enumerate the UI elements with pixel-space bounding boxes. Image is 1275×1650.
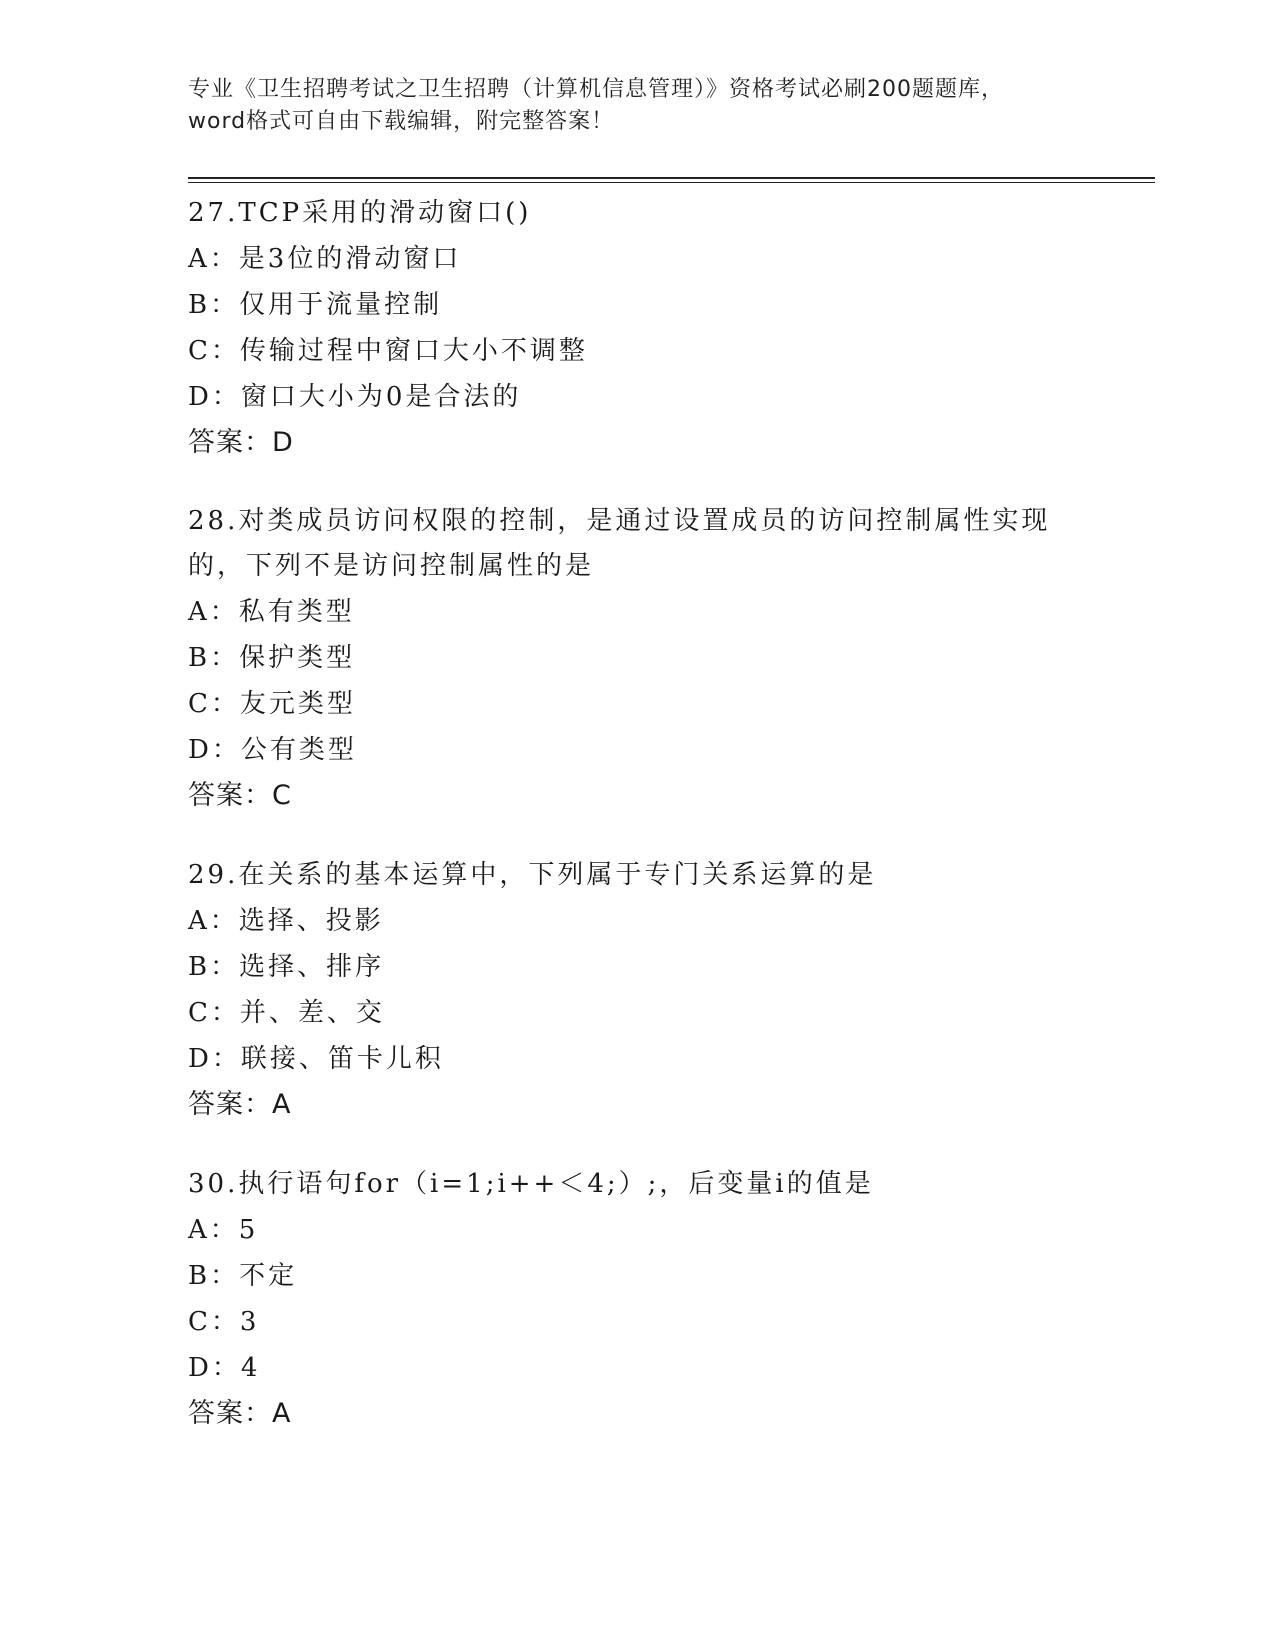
option-c: C：友元类型 — [188, 689, 356, 719]
option-a: A：私有类型 — [188, 597, 355, 627]
answer-line: 答案：C — [188, 780, 292, 811]
option-c: C：并、差、交 — [188, 998, 385, 1028]
question-stem: 29.在关系的基本运算中，下列属于专门关系运算的是 — [188, 860, 877, 890]
question-stem: 30.执行语句for（i=1;i++＜4;）;，后变量i的值是 — [188, 1169, 874, 1199]
header-line-2: word格式可自由下载编辑，附完整答案！ — [188, 109, 615, 134]
option-a: A：选择、投影 — [188, 906, 384, 936]
question-28 — [188, 499, 1108, 819]
question-27 — [188, 190, 1108, 466]
question-30 — [188, 1161, 1108, 1437]
question-29 — [188, 852, 1108, 1128]
header-divider-thick — [188, 177, 1155, 179]
option-d: D：窗口大小为0是合法的 — [188, 382, 522, 412]
option-a: A：5 — [188, 1215, 259, 1245]
header-line-1: 专业《卫生招聘考试之卫生招聘（计算机信息管理）》资格考试必刷200题题库， — [188, 77, 1004, 102]
option-d: D：4 — [188, 1353, 261, 1383]
option-c: C：传输过程中窗口大小不调整 — [188, 336, 588, 366]
option-b: B：保护类型 — [188, 643, 356, 673]
option-d: D：公有类型 — [188, 735, 357, 765]
option-b: B：仅用于流量控制 — [188, 290, 443, 320]
option-c: C：3 — [188, 1307, 260, 1337]
answer-line: 答案：A — [188, 1089, 292, 1120]
answer-line: 答案：A — [188, 1398, 292, 1429]
option-b: B：不定 — [188, 1261, 298, 1291]
option-b: B：选择、排序 — [188, 952, 385, 982]
option-d: D：联接、笛卡儿积 — [188, 1044, 444, 1074]
header-divider-thin — [188, 182, 1155, 183]
option-a: A：是3位的滑动窗口 — [188, 244, 462, 274]
document-header — [188, 74, 1088, 138]
question-list — [188, 190, 1108, 1470]
answer-line: 答案：D — [188, 427, 294, 458]
question-stem: 28.对类成员访问权限的控制，是通过设置成员的访问控制属性实现的，下列不是访问控制属性的是 — [188, 506, 1051, 581]
question-stem: 27.TCP采用的滑动窗口() — [188, 198, 532, 228]
